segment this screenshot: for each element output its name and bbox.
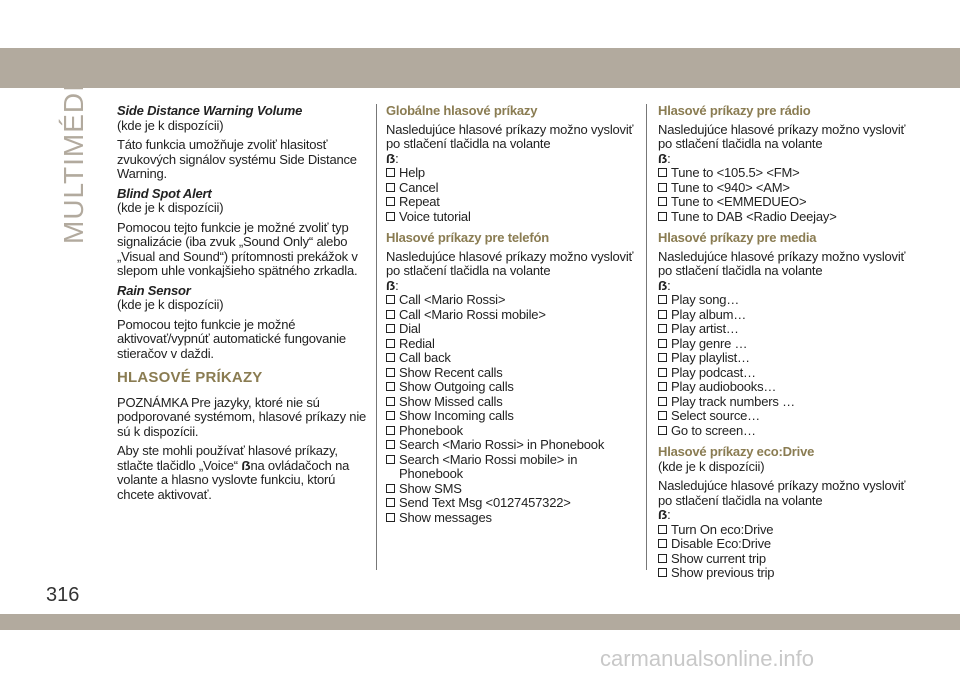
media-command-list (658, 293, 908, 438)
command-item: Play playlist… (658, 351, 908, 366)
side-distance-availability: (kde je k dispozícii) (117, 117, 224, 133)
command-item: Show Incoming calls (386, 409, 636, 424)
eco-availability: (kde je k dispozícii) (658, 458, 765, 474)
command-item: Cancel (386, 181, 636, 196)
command-item: Show current trip (658, 552, 908, 567)
command-item: Tune to <940> <AM> (658, 181, 908, 196)
voice-button-icon: ẞ (658, 507, 668, 522)
radio-intro: Nasledujúce hlasové príkazy možno vysloviť po stlačení tlačidla na volante ẞ: (658, 121, 906, 166)
column-divider (376, 104, 377, 570)
section-label: MULTIMÉDIÁ (58, 63, 89, 244)
voice-button-icon: ẞ (386, 150, 396, 166)
command-item: Repeat (386, 195, 636, 210)
command-item: Show Recent calls (386, 366, 636, 381)
eco-intro: Nasledujúce hlasové príkazy možno vysloviť po stlačení tlačidla na volante ẞ: (658, 478, 906, 522)
command-item: Show previous trip (658, 566, 908, 581)
column-3 (658, 104, 908, 588)
radio-command-list (658, 166, 908, 224)
eco-command-list (658, 523, 908, 581)
voice-instructions: Aby ste mohli používať hlasové príkazy, stlačte tlačidlo „Voice“ ẞna ovládačoch na volante a hlasno vyslovte funkciu, ktorú chcete aktivovať. (117, 443, 350, 502)
column-divider (646, 104, 647, 570)
phone-intro: Nasledujúce hlasové príkazy možno vysloviť po stlačení tlačidla na volante ẞ: (386, 248, 634, 293)
command-item: Redial (386, 337, 636, 352)
command-item: Play audiobooks… (658, 380, 908, 395)
header-band (0, 48, 960, 88)
command-item: Play genre … (658, 337, 908, 352)
section-tab (58, 63, 89, 244)
rain-sensor-title: Rain Sensor (117, 282, 191, 298)
voice-button-icon: ẞ (658, 150, 668, 166)
command-item: Tune to <105.5> <FM> (658, 166, 908, 181)
command-item: Show messages (386, 511, 636, 526)
command-item: Search <Mario Rossi mobile> in Phonebook (386, 453, 636, 482)
phone-commands-title: Hlasové príkazy pre telefón (386, 230, 549, 245)
page-number: 316 (46, 584, 80, 606)
command-item: Tune to DAB <Radio Deejay> (658, 210, 908, 225)
command-item: Phonebook (386, 424, 636, 439)
command-item: Turn On eco:Drive (658, 523, 908, 538)
command-item: Play artist… (658, 322, 908, 337)
command-item: Dial (386, 322, 636, 337)
command-item: Send Text Msg <0127457322> (386, 496, 636, 511)
command-item: Play song… (658, 293, 908, 308)
command-item: Play album… (658, 308, 908, 323)
voice-button-icon: ẞ (658, 277, 668, 293)
eco-commands-title: Hlasové príkazy eco:Drive (658, 444, 815, 459)
command-item: Call <Mario Rossi mobile> (386, 308, 636, 323)
command-item: Play track numbers … (658, 395, 908, 410)
command-item: Search <Mario Rossi> in Phonebook (386, 438, 636, 453)
command-item: Call back (386, 351, 636, 366)
voice-button-icon: ẞ (386, 277, 396, 293)
note-text: POZNÁMKA Pre jazyky, ktoré nie sú podporované systémom, hlasové príkazy nie sú k dispozícii. (117, 394, 367, 439)
command-item: Show Outgoing calls (386, 380, 636, 395)
blind-spot-body: Pomocou tejto funkcie je možné zvoliť typ signalizácie (iba zvuk „Sound Only“ alebo „Visual and Sound“) prítomnosti prekážok v slepom uhle vonkajšieho spätného zrkadla. (117, 219, 358, 278)
blind-spot-availability: (kde je k dispozícii) (117, 200, 224, 215)
voice-button-icon: ẞ (241, 457, 251, 473)
column-2 (386, 104, 636, 532)
rain-sensor-body: Pomocou tejto funkcie je možné aktivovať/vypnúť automatické fungovanie stieračov v daždi. (117, 316, 346, 361)
side-distance-title: Side Distance Warning Volume (117, 103, 303, 118)
column-1 (117, 104, 367, 507)
rain-sensor-availability: (kde je k dispozícii) (117, 297, 224, 312)
side-distance-body: Táto funkcia umožňuje zvoliť hlasitosť zvukových signálov systému Side Distance Warning. (117, 137, 357, 181)
radio-commands-title: Hlasové príkazy pre rádio (658, 103, 811, 118)
footer-band (0, 614, 960, 630)
command-item: Call <Mario Rossi> (386, 293, 636, 308)
command-item: Tune to <EMMEDUEO> (658, 195, 908, 210)
command-item: Help (386, 166, 636, 181)
command-item: Voice tutorial (386, 210, 636, 225)
command-item: Go to screen… (658, 424, 908, 439)
command-item: Select source… (658, 409, 908, 424)
blind-spot-title: Blind Spot Alert (117, 185, 212, 201)
command-item: Play podcast… (658, 366, 908, 381)
voice-commands-heading: HLASOVÉ PRÍKAZY (117, 369, 263, 386)
command-item: Show SMS (386, 482, 636, 497)
phone-command-list (386, 293, 636, 525)
media-commands-title: Hlasové príkazy pre media (658, 230, 817, 245)
command-item: Show Missed calls (386, 395, 636, 410)
watermark: carmanualsonline.info (600, 646, 815, 671)
global-commands-title: Globálne hlasové príkazy (386, 103, 538, 118)
global-intro: Nasledujúce hlasové príkazy možno vysloviť po stlačení tlačidla na volante ẞ: (386, 121, 634, 166)
command-item: Disable Eco:Drive (658, 537, 908, 552)
media-intro: Nasledujúce hlasové príkazy možno vysloviť po stlačení tlačidla na volante ẞ: (658, 248, 906, 293)
global-command-list (386, 166, 636, 224)
